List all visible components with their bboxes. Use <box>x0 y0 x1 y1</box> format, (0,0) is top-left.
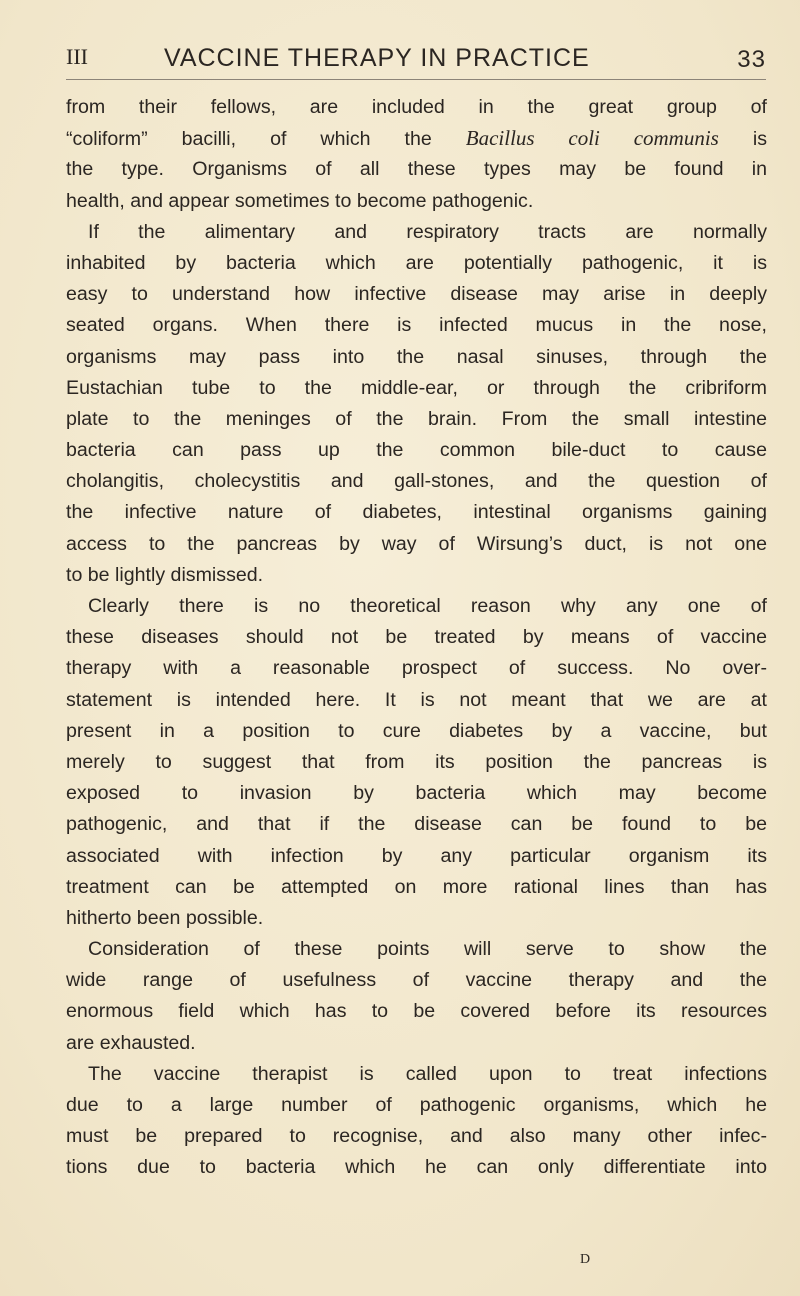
text-line: inhabited by bacteria which are potentially pathogenic, it is <box>66 251 767 274</box>
header-rule <box>66 79 766 80</box>
text-line: from their fellows, are included in the great group of <box>66 96 767 118</box>
text-line <box>66 123 767 154</box>
text-span: “coliform” bacilli, of which the <box>66 128 466 151</box>
text-line: to be lightly dismissed. <box>66 563 264 586</box>
body-text <box>66 92 767 1184</box>
text-line: are exhausted. <box>66 1031 196 1054</box>
italic-species-name: Bacillus coli communis <box>465 126 719 151</box>
text-line: therapy with a reasonable prospect of success. No over- <box>66 657 767 680</box>
text-line: due to a large number of pathogenic organisms, which he <box>66 1094 767 1116</box>
text-span: is <box>718 128 768 151</box>
text-line: these diseases should not be treated by means of vaccine <box>66 626 767 649</box>
text-line: organisms may pass into the nasal sinuses, through the <box>66 345 767 368</box>
running-header <box>66 44 766 78</box>
text-line: enormous field which has to be covered before its resources <box>66 1000 767 1023</box>
text-line: cholangitis, cholecystitis and gall-stones, and the question of <box>66 470 767 493</box>
text-line: pathogenic, and that if the disease can be found to be <box>66 813 767 836</box>
text-line: seated organs. When there is infected mucus in the nose, <box>66 314 767 337</box>
text-line: must be prepared to recognise, and also many other infec- <box>66 1125 767 1148</box>
text-line: exposed to invasion by bacteria which may become <box>66 782 767 805</box>
text-line: bacteria can pass up the common bile-duct to cause <box>66 439 767 462</box>
text-line: plate to the meninges of the brain. From the small intestine <box>66 407 767 430</box>
text-line: the type. Organisms of all these types may be found in <box>66 158 767 181</box>
text-line: access to the pancreas by way of Wirsung’s duct, is not one <box>66 532 767 555</box>
running-title: VACCINE THERAPY IN PRACTICE <box>164 44 590 72</box>
text-line: Clearly there is no theoretical reason why any one of <box>88 595 767 617</box>
text-line: health, and appear sometimes to become pathogenic. <box>66 189 534 212</box>
text-line: the infective nature of diabetes, intestinal organisms gaining <box>66 501 767 524</box>
text-line: If the alimentary and respiratory tracts are normally <box>88 220 767 243</box>
text-line: present in a position to cure diabetes by a vaccine, but <box>66 719 767 742</box>
chapter-number: III <box>66 44 88 69</box>
text-line: merely to suggest that from its position the pancreas is <box>66 750 767 773</box>
text-line: The vaccine therapist is called upon to treat infections <box>88 1062 767 1085</box>
text-line: associated with infection by any particular organism its <box>66 844 767 867</box>
page-number: 33 <box>737 46 766 73</box>
text-line: easy to understand how infective disease may arise in deeply <box>66 283 767 306</box>
text-line: Consideration of these points will serve to show the <box>88 938 767 961</box>
text-line: statement is intended here. It is not meant that we are at <box>66 688 767 711</box>
text-line: tions due to bacteria which he can only differentiate into <box>66 1156 767 1179</box>
text-line: hitherto been possible. <box>66 906 264 929</box>
text-line: treatment can be attempted on more rational lines than has <box>66 875 767 898</box>
text-line: wide range of usefulness of vaccine therapy and the <box>66 969 767 992</box>
signature-mark: D <box>580 1252 592 1267</box>
text-line: Eustachian tube to the middle-ear, or through the cribriform <box>66 376 767 399</box>
